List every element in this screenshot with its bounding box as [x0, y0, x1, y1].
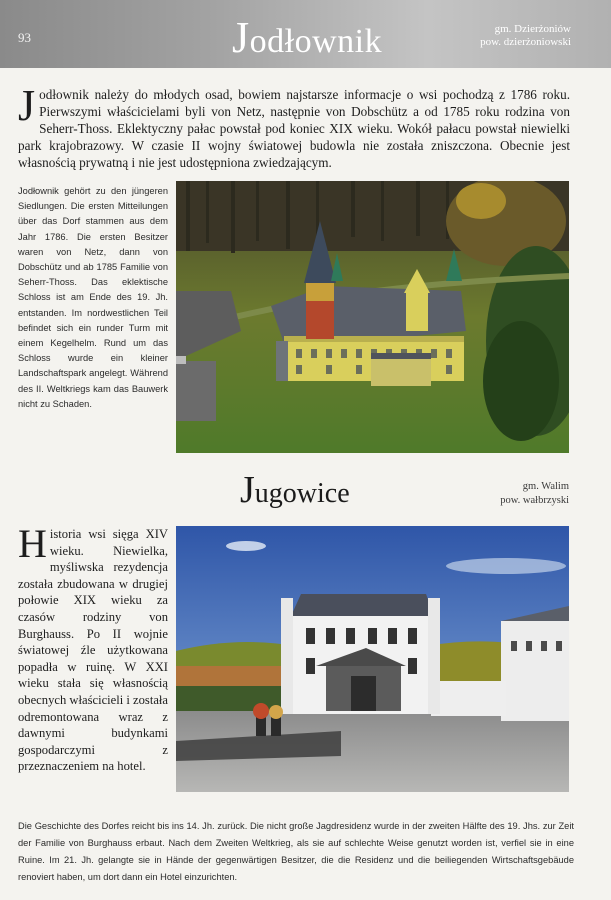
- hotel-photo: [176, 526, 569, 792]
- palace-illustration: [176, 181, 569, 453]
- polish-intro-body: odłownik należy do młodych osad, bowiem najstarsze informacje o wsi pochodzą z 1786 roku. Pierwszymi właścicielami byli von Netz, następnie von Dobschütz a od 1785 roku rodzina von Seherr-Thoss. Eklektyczny pałac powstał pod koniec XIX wieku. Wokół pałacu powstał niewielki park krajobrazowy. W czasie II wojny światowej budowla nie została zniszczona. Obecnie jest własnością prywatną i nie jest udostępniona zwiedzającym.: [18, 87, 570, 170]
- section2-title-rest: ugowice: [254, 478, 350, 509]
- hotel-illustration: [176, 526, 569, 792]
- palace-aerial-photo: [176, 181, 569, 453]
- section2-title: [240, 468, 350, 512]
- location-header: [480, 23, 571, 49]
- section2-location: [500, 480, 569, 508]
- polish-intro-text: [18, 81, 570, 171]
- german-side-text: Jodłownik gehört zu den jüngeren Siedlungen. Die ersten Mitteilungen über das Dorf stammen aus dem Jahr 1786. Die ersten Besitzer waren von Netz, dann von Dobschütz und ab 1785 Familie von Seherr-Thoss. Das eklektische Schloss ist am Ende des 19. Jh. entstanden. Im nordwestlichen Teil befindet sich ein runder Turm mit einem Kegelhelm. Rund um das Schloss wurde ein kleiner Landschaftspark angelegt. Während des II. Weltkriegs kam das Bauwerk nicht zu Schaden.: [18, 186, 168, 409]
- location-county: pow. dzierżoniowski: [480, 36, 571, 48]
- drop-cap: J: [18, 81, 36, 130]
- polish-side-text: [18, 521, 169, 775]
- section2-title-initial: J: [240, 469, 255, 511]
- page-title-initial: J: [232, 13, 250, 62]
- page-number: 93: [18, 30, 31, 45]
- german-bottom-text: Die Geschichte des Dorfes reicht bis ins 14. Jh. zurück. Die nicht große Jagdresidenz wurde in der zweiten Hälfte des 19. Jhs. zur Zeit der Familie von Burghauss erbaut. Nach dem Zweiten Weltkrieg, als sie auf schlechte Weise genutzt worden ist, verfiel sie in eine Ruine. Im 21. Jh. gelangte sie in Hände der gegenwärtigen Besitzer, die die Residenz und die beiliegenden Wirtschaftsgebäude renoviert haben, um dort dann ein Hotel einzurichten.: [18, 821, 574, 882]
- location-commune: gm. Dzierżoniów: [494, 23, 571, 35]
- drop-cap-h: H: [18, 521, 47, 566]
- section2-location-county: pow. wałbrzyski: [500, 495, 569, 506]
- page-title-rest: odłownik: [249, 23, 383, 60]
- section2-location-commune: gm. Walim: [522, 481, 569, 492]
- polish-side-body: istoria wsi sięga XIV wieku. Niewielka, myśliwska rezydencja została zbudowana w drugiej połowie XIX wieku za czasów rodziny von Burghauss. Po II wojnie światowej źle użytkowana popadła w ruinę. W XXI wieku stała się własnością obecnych właścicieli i została odremontowana wraz z dawnymi budynkami gospodarczymi z przeznaczeniem na hotel.: [18, 527, 169, 774]
- page-title: [232, 12, 382, 63]
